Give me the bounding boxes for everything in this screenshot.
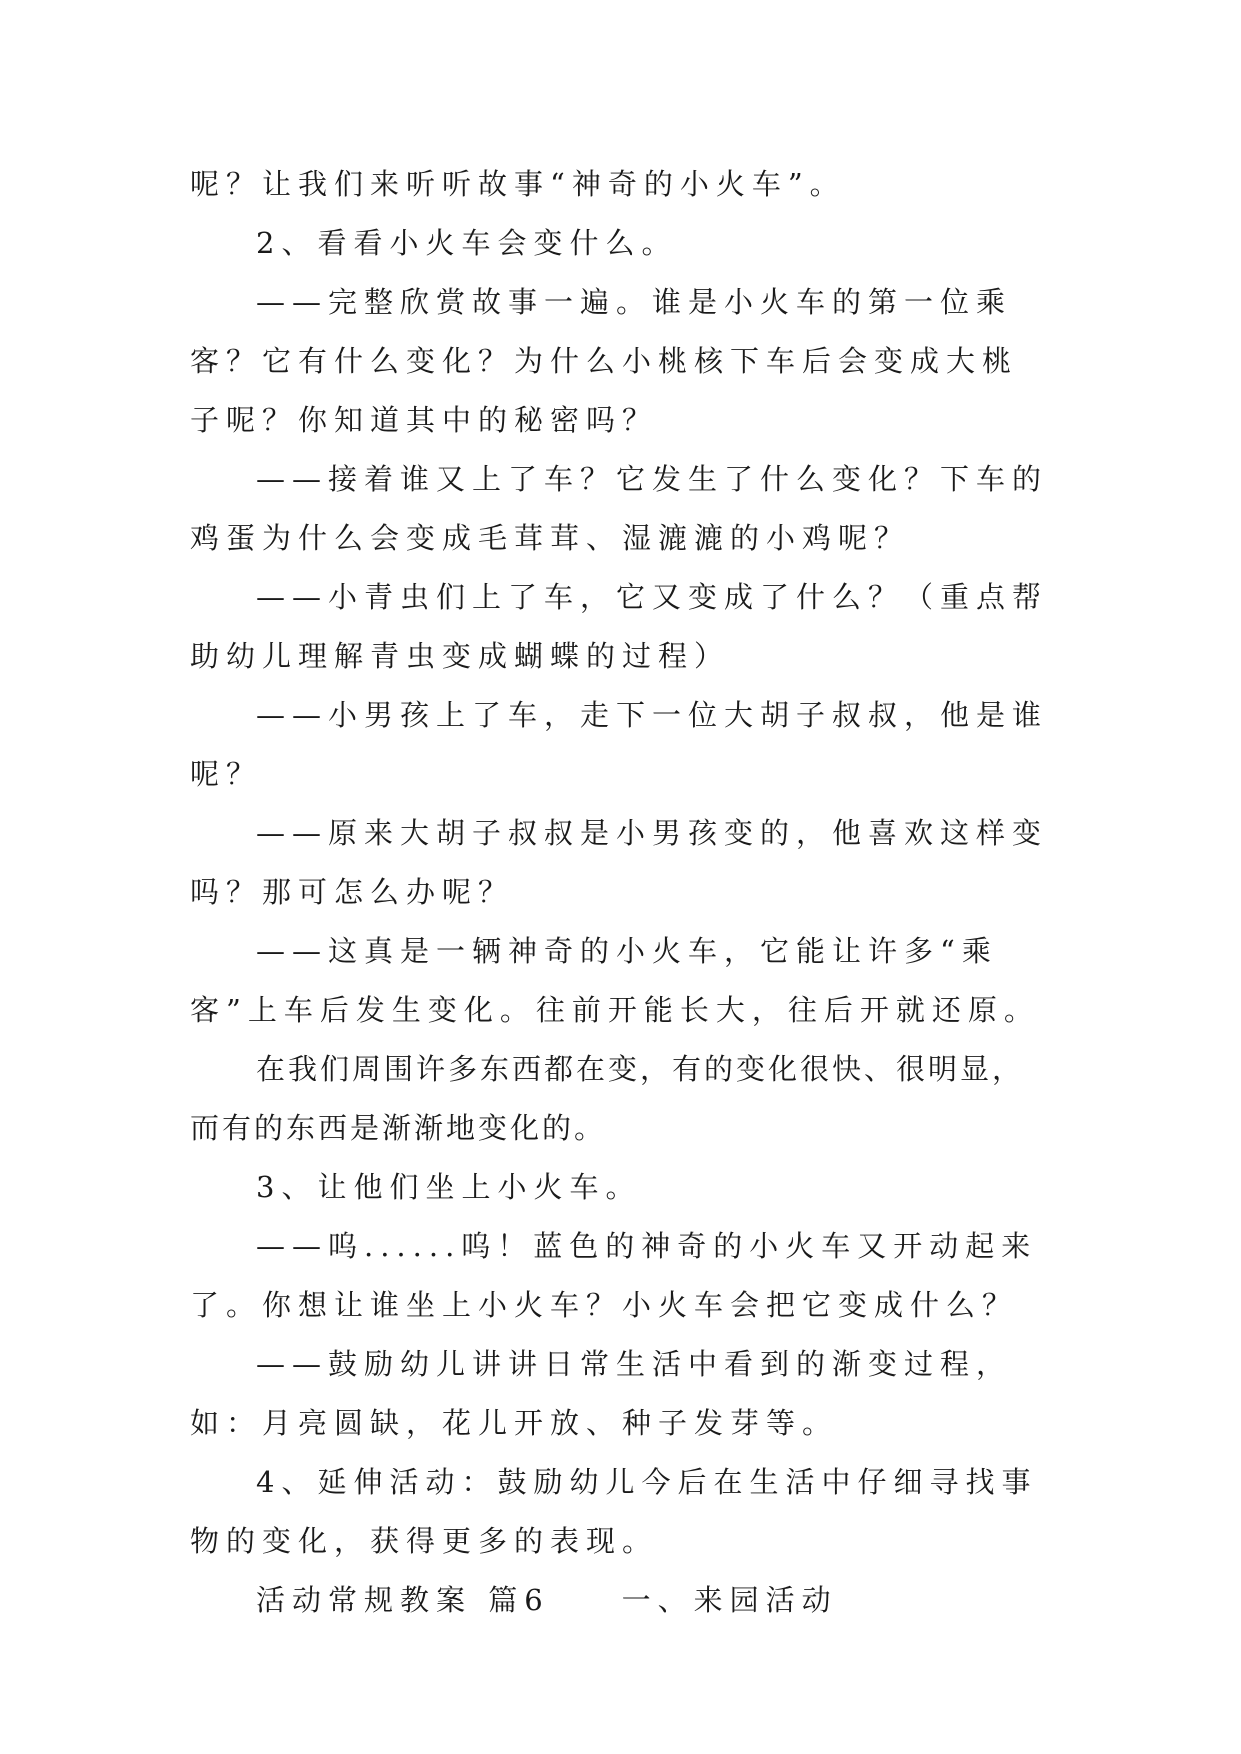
paragraph-3: ——完整欣赏故事一遍。谁是小火车的第一位乘客？它有什么变化？为什么小桃核下车后会变成大桃子呢？你知道其中的秘密吗？ <box>190 285 1019 437</box>
paragraph-12: ——鼓励幼儿讲讲日常生活中看到的渐变过程，如：月亮圆缺，花儿开放、种子发芽等。 <box>190 1347 1013 1440</box>
paragraph-4: ——接着谁又上了车？它发生了什么变化？下车的鸡蛋为什么会变成毛茸茸、湿漉漉的小鸡呢？ <box>190 462 1049 555</box>
paragraph-1: 呢？让我们来听听故事“神奇的小火车”。 <box>190 167 846 201</box>
paragraph-10: 3、让他们坐上小火车。 <box>256 1170 642 1204</box>
paragraph-13: 4、延伸活动：鼓励幼儿今后在生活中仔细寻找事物的变化，获得更多的表现。 <box>190 1465 1038 1558</box>
paragraph-8: ——这真是一辆神奇的小火车，它能让许多“乘客”上车后发生变化。往前开能长大，往后开就还原。 <box>190 934 1040 1027</box>
paragraph-9: 在我们周围许多东西都在变，有的变化很快、很明显，而有的东西是渐渐地变化的。 <box>190 1052 1025 1145</box>
paragraph-6: ——小男孩上了车，走下一位大胡子叔叔，他是谁呢？ <box>190 698 1049 791</box>
paragraph-2: 2、看看小火车会变什么。 <box>256 226 678 260</box>
document-body <box>190 155 1050 1630</box>
paragraph-5: ——小青虫们上了车，它又变成了什么？（重点帮助幼儿理解青虫变成蝴蝶的过程） <box>190 580 1049 673</box>
paragraph-11: ——呜......呜！蓝色的神奇的小火车又开动起来了。你想让谁坐上小火车？小火车会把它变成什么？ <box>190 1229 1038 1322</box>
section-heading: 活动常规教案 篇6 一、来园活动 <box>256 1583 838 1617</box>
paragraph-7: ——原来大胡子叔叔是小男孩变的，他喜欢这样变吗？那可怎么办呢？ <box>190 816 1049 909</box>
